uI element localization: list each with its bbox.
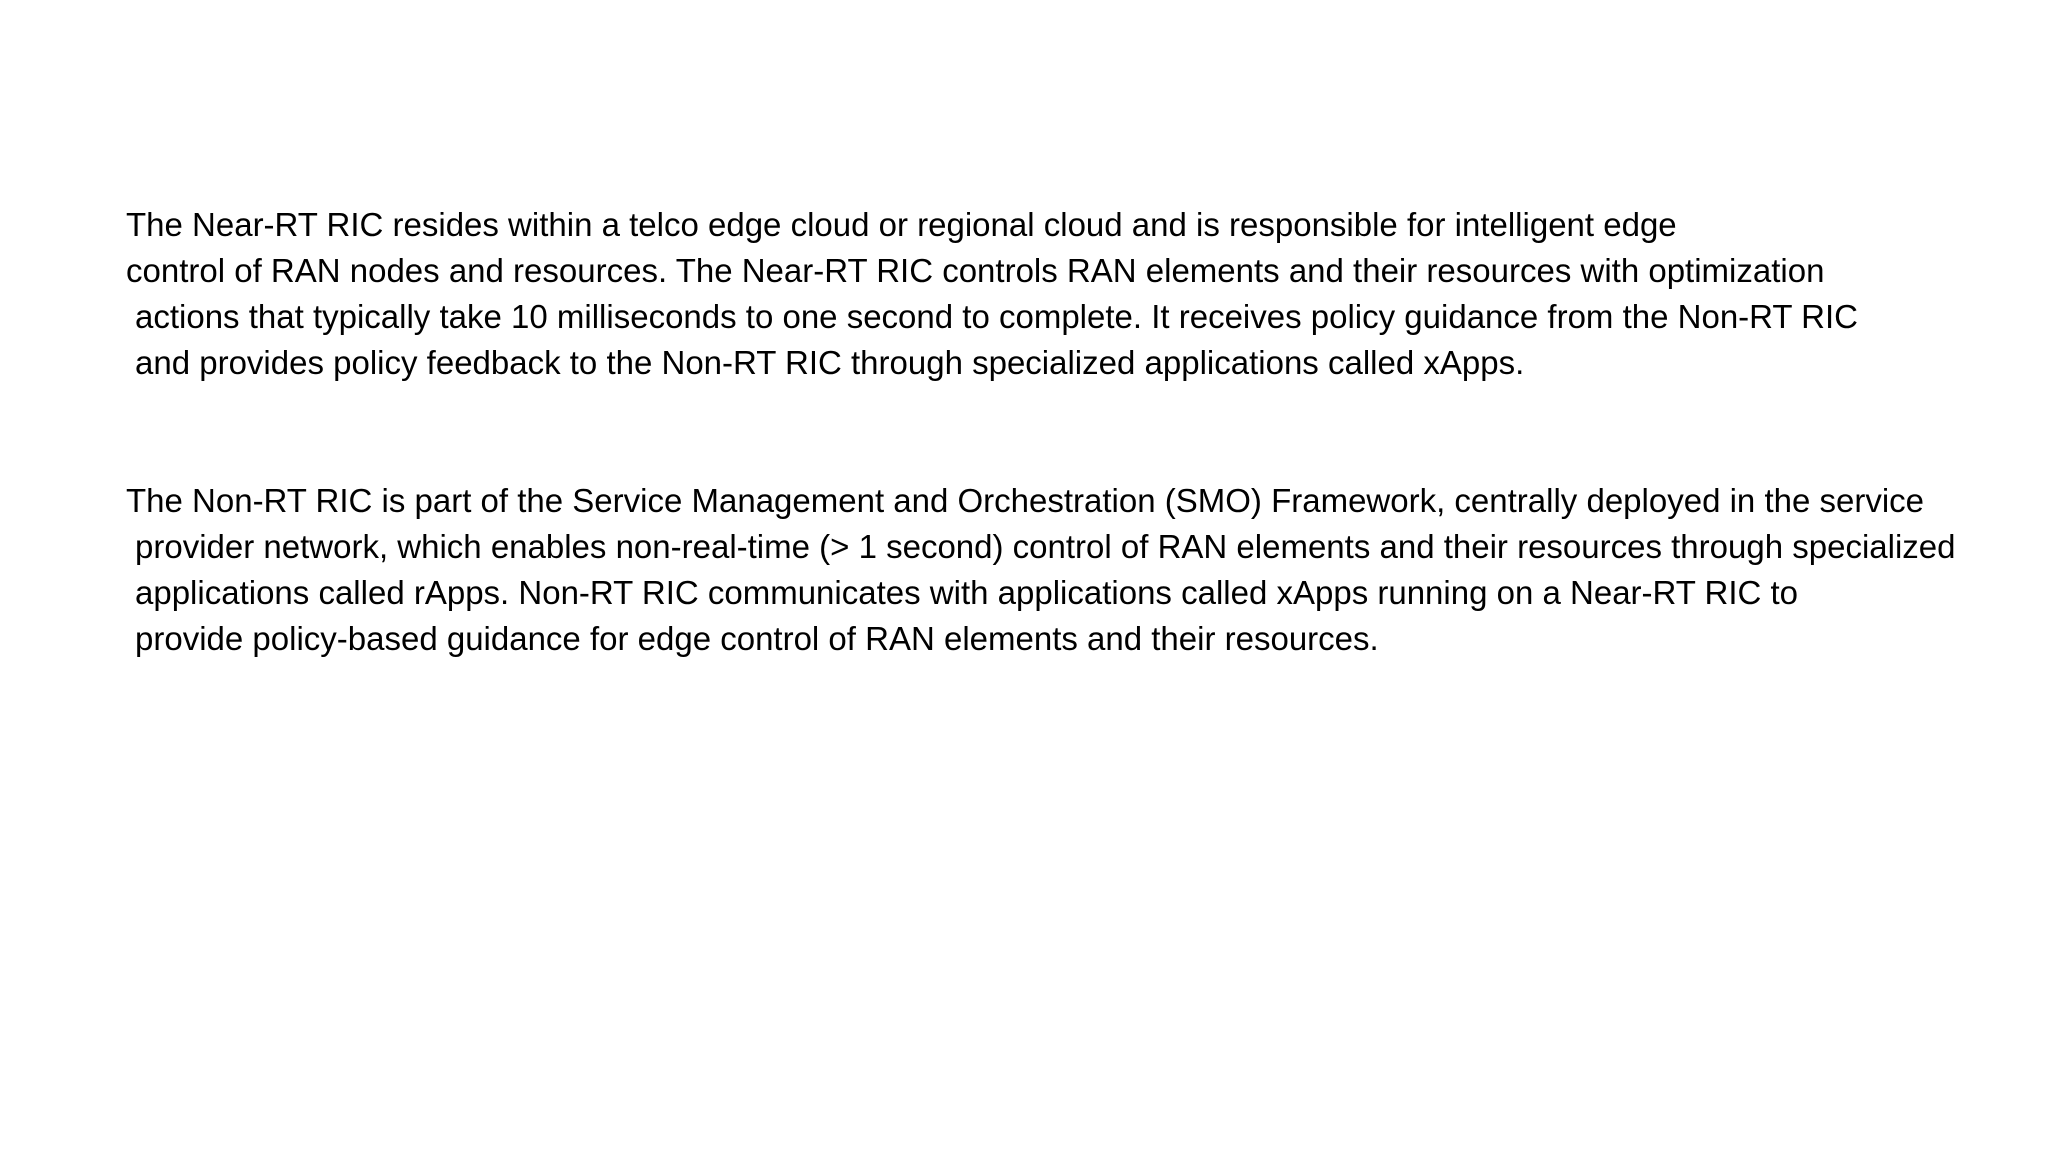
near-rt-ric-paragraph	[126, 202, 1858, 386]
text-line: applications called rApps. Non-RT RIC communicates with applications called xApps running on a Near-RT RIC to	[135, 574, 1799, 611]
non-rt-ric-paragraph	[126, 478, 1956, 662]
text-line: control of RAN nodes and resources. The Near-RT RIC controls RAN elements and their resources with optimization	[126, 252, 1825, 289]
text-line: and provides policy feedback to the Non-RT RIC through specialized applications called xApps.	[135, 344, 1525, 381]
text-line: The Non-RT RIC is part of the Service Management and Orchestration (SMO) Framework, centrally deployed in the service	[126, 482, 1925, 519]
text-line: actions that typically take 10 milliseconds to one second to complete. It receives policy guidance from the Non-RT RIC	[135, 298, 1858, 335]
text-line: provide policy-based guidance for edge control of RAN elements and their resources.	[135, 620, 1379, 657]
text-line: provider network, which enables non-real-time (> 1 second) control of RAN elements and their resources through specialized	[135, 528, 1956, 565]
text-line: The Near-RT RIC resides within a telco edge cloud or regional cloud and is responsible for intelligent edge	[126, 206, 1677, 243]
